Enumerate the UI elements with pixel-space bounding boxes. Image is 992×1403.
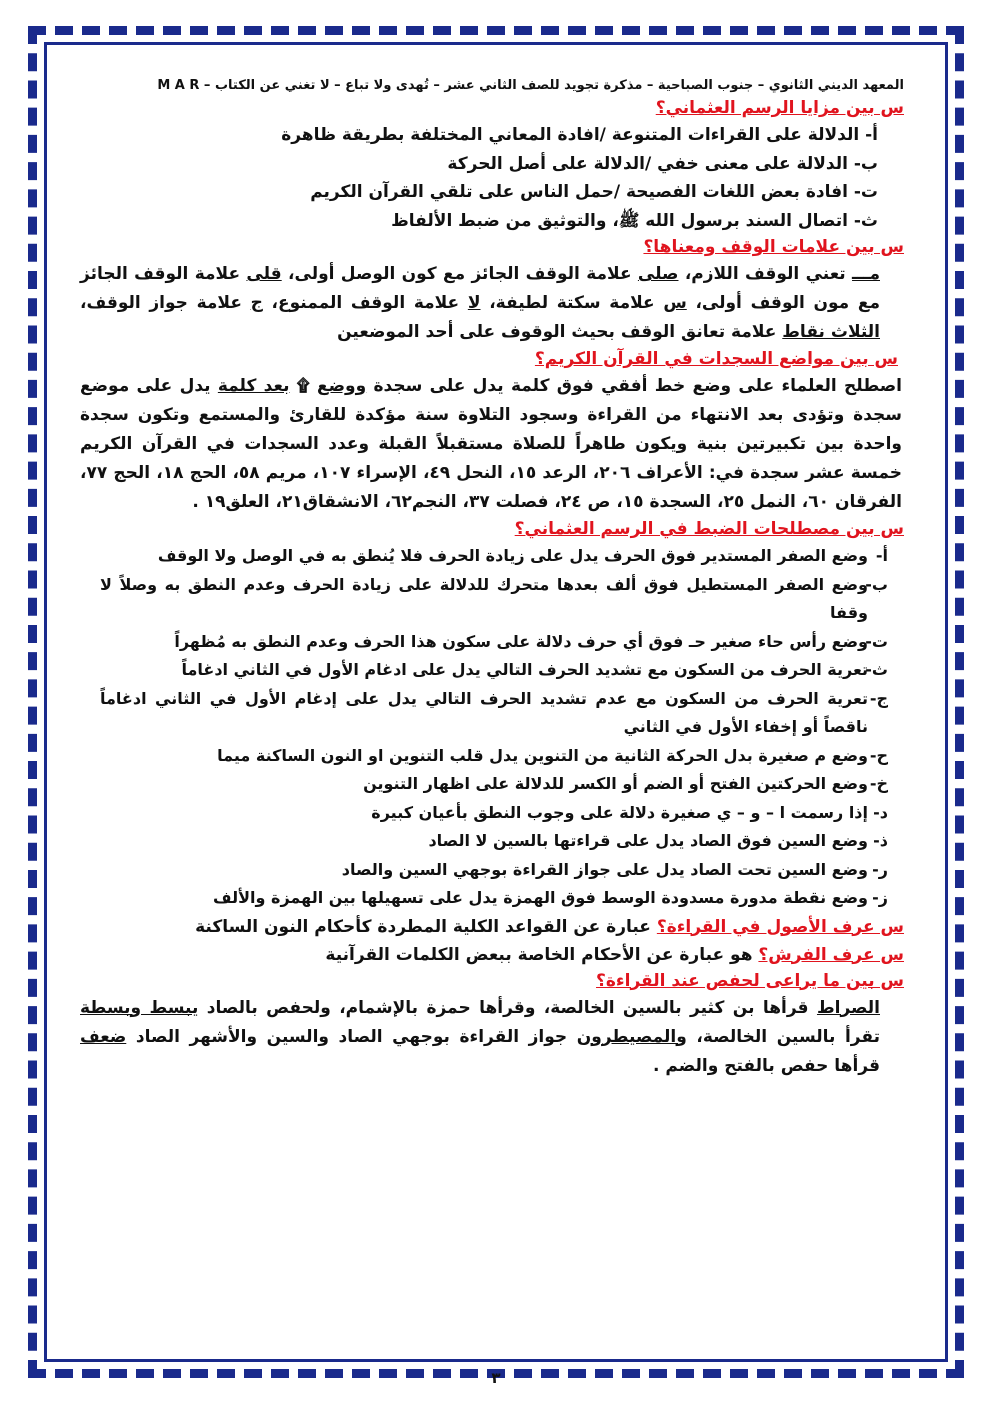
answer-usul: عبارة عن القواعد الكلية المطردة كأحكام النون الساكنة	[195, 916, 657, 937]
list-marker: ذ-	[873, 831, 888, 850]
list-item	[80, 628, 904, 657]
list-text: وضع السين تحت الصاد يدل على جواز القراءة بوجهي السين والصاد	[341, 859, 868, 879]
text: جواز القراءة بوجهي الصاد والسين والأشهر الصاد	[126, 1026, 577, 1047]
question-sajdah-places: س بين مواضع السجدات في القرآن الكريم؟	[534, 349, 898, 369]
list-marker: ب-	[865, 574, 888, 594]
text: علامة الوقف الجائز مع مون الوقف أولى،	[80, 264, 880, 313]
definition-farsh	[80, 941, 904, 969]
hafs-paragraph	[80, 994, 904, 1081]
list-marker: ز-	[872, 888, 888, 907]
list-marker: ث-	[865, 660, 888, 679]
question-hafs-notes: س بين ما يراعى لحفص عند القراءة؟	[596, 970, 904, 991]
list-text: وضع رأس حاء صغير حـ فوق أي حرف دلالة على سكون هذا الحرف وعدم النطق به مُظهراً	[174, 631, 868, 651]
list-item: ث- اتصال السند برسول الله ﷺ، والتوثيق من ضبط الألفاظ	[391, 210, 878, 231]
word-yabsut: يبسط وبسطة	[80, 997, 199, 1018]
question-usul: س عرف الأصول في القراءة؟	[656, 916, 904, 937]
list-item	[80, 542, 904, 571]
list-item	[80, 685, 904, 742]
page-header: المعهد الديني الثانوي – جنوب الصباحية – مذكرة تجويد للصف الثاني عشر – تُهدى ولا تباع – لا تغني عن الكتاب – M A R	[157, 78, 904, 93]
text: علامة سكتة لطيفة،	[480, 293, 664, 313]
list-text: تعرية الحرف من السكون مع عدم تشديد الحرف التالي يدل على إدغام الأول في الثاني ادغاماً ناقصاً أو إخفاء الأول في الثاني	[100, 688, 868, 736]
document-page	[80, 76, 904, 1366]
answer-farsh: هو عبارة عن الأحكام الخاصة ببعض الكلمات القرآنية	[325, 944, 759, 965]
word-sirat: الصراط	[816, 997, 880, 1018]
text: علامة جواز الوقف،	[80, 293, 251, 313]
question-farsh: س عرف الفرش؟	[758, 944, 904, 965]
text: علامة الوقف الممنوع،	[262, 293, 468, 313]
list-text: وضع م صغيرة بدل الحركة الثانية من التنوين يدل قلب التنوين او النون الساكنة ميما	[217, 745, 868, 765]
list-text: وضع الصفر المستطيل فوق ألف بعدها متحرك للدلالة على زيادة الحرف وعدم النطق به وصلاً لا وقفا	[100, 574, 868, 622]
list-item	[80, 571, 904, 628]
sign-mim: مـــ	[852, 264, 880, 284]
list-item	[80, 799, 904, 828]
list-text: تعرية الحرف من السكون مع تشديد الحرف التالي يدل على ادغام الأول في الثاني ادغاماً	[181, 660, 868, 679]
list-item	[80, 856, 904, 885]
list-text: وضع السين فوق الصاد يدل على قراءتها بالسين لا الصاد	[428, 831, 868, 850]
question-dabt-terms: س بين مصطلحات الضبط في الرسم العثماني؟	[514, 519, 904, 539]
list-text: إذا رسمت ا – و – ي صغيرة دلالة على وجوب النطق بأعيان كبيرة	[371, 802, 868, 822]
list-marker: ج-	[869, 688, 888, 708]
list-marker: أ-	[875, 546, 888, 565]
text: تعني الوقف اللازم،	[678, 264, 853, 284]
word-daf: ضعف	[80, 1026, 127, 1047]
sajdah-symbol-icon: ۩	[289, 376, 318, 396]
sign-three-dots: الثلاث نقاط	[782, 322, 880, 342]
question-waqf-signs: س بين علامات الوقف ومعناها؟	[643, 237, 904, 257]
word-wad: ووضع	[317, 376, 367, 396]
text: يدل على موضع سجدة وتؤدى بعد الانتهاء من القراءة وسجود التلاوة سنة مؤكدة للقارئ والمستمع وتكون سجدة واحدة بين تكبيرتين بنية ويكون طاهراً للصلاة مستقبلاً القبلة وعدد السجدات في القرآن الكريم خمسة عشر سجدة في: الأعراف ٢٠٦، الرعد ١٥، النحل ٤٩، الإسراء ١٠٧، مريم ٥٨، الحج ١٨، الحج ٧٧، الفرقان ٦٠، النمل ٢٥، السجدة ١٥، ص ٢٤، فصلت ٣٧، النجم٦٢، الانشقاق٢١، العلق١٩ .	[80, 376, 902, 512]
list-text: وضع الصفر المستدير فوق الحرف يدل على زيادة الحرف فلا يُنطق به في الوصل ولا الوقف	[157, 546, 868, 565]
list-marker: ح-	[869, 745, 888, 765]
list-text: وضع نقطة مدورة مسدودة الوسط فوق الهمزة يدل على تسهيلها بين الهمزة والألف	[213, 888, 868, 907]
text: اصطلح العلماء على وضع خط أفقي فوق كلمة يدل على سجدة	[366, 376, 903, 396]
list-item	[80, 770, 904, 799]
word-musaytirun: والمصيطرون	[576, 1026, 687, 1047]
sign-la: لا	[467, 293, 481, 313]
list-item: أ- الدلالة على القراءات المتنوعة /افادة المعاني المختلفة بطريقة ظاهرة	[281, 125, 878, 145]
text: قرأها حفص بالفتح والضم .	[653, 1055, 880, 1076]
word-bad-kalima: بعد كلمة	[217, 376, 290, 396]
list-marker: د-	[873, 802, 888, 822]
dabt-list	[80, 542, 904, 913]
sign-qly: قلى	[246, 264, 282, 284]
list-text: وضع الحركتين الفتح أو الضم أو الكسر للدلالة على اظهار التنوين	[363, 774, 868, 793]
definition-usul	[80, 913, 904, 941]
text: قرأها بن كثير بالسين الخالصة، وقرأها حمزة بالإشمام، ولحفص بالصاد	[198, 997, 817, 1018]
text: تقرأ بالسين الخالصة،	[686, 1026, 880, 1047]
list-item	[80, 656, 904, 685]
sign-sin: س	[663, 293, 687, 313]
list-marker: ت-	[865, 631, 888, 651]
sign-sly: صلى	[637, 264, 679, 284]
list-item	[80, 742, 904, 771]
list-item	[80, 827, 904, 856]
list-item: ت- افادة بعض اللغات الفصيحة /حمل الناس على تلقي القرآن الكريم	[310, 182, 878, 202]
list-item: ب- الدلالة على معنى خفي /الدلالة على أصل الحركة	[447, 153, 878, 174]
sign-jim: ج	[250, 293, 263, 313]
list-marker: خ-	[869, 774, 888, 793]
text: علامة تعانق الوقف بحيث الوقوف على أحد الموضعين	[337, 322, 783, 342]
text: علامة الوقف الجائز مع كون الوصل أولى،	[281, 264, 638, 284]
sajdah-paragraph	[80, 372, 904, 517]
list-item	[80, 884, 904, 913]
waqf-signs-paragraph	[80, 260, 904, 347]
list-marker: ر-	[872, 859, 888, 879]
page-number: ٣	[491, 1369, 501, 1387]
question-ottoman-script-features: س بين مزايا الرسم العثماني؟	[655, 98, 904, 118]
